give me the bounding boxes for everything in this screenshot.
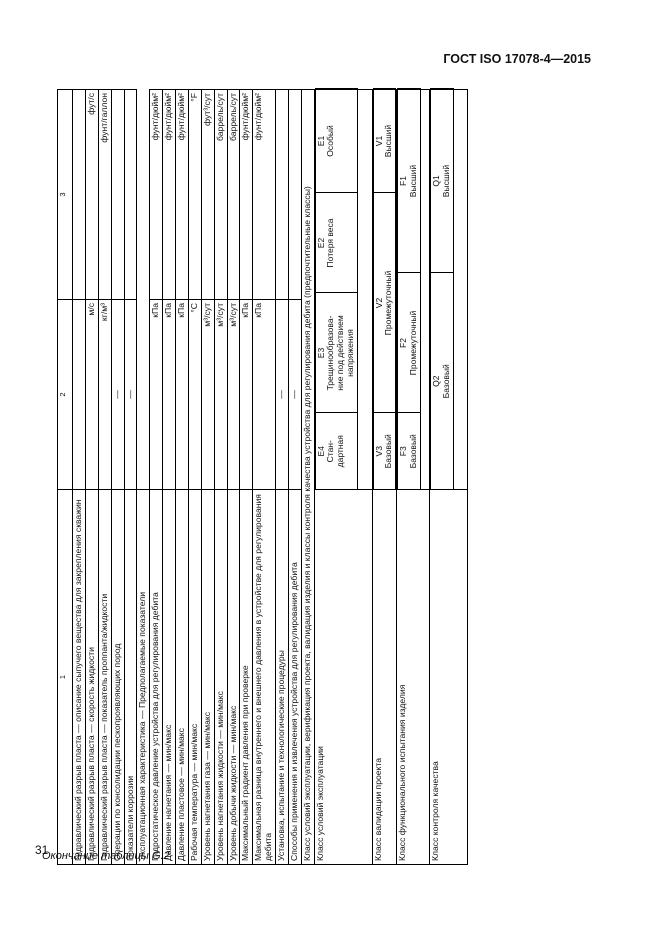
class-code: F2 bbox=[398, 338, 409, 348]
class-code: Q1 bbox=[431, 175, 442, 187]
us-unit bbox=[288, 90, 301, 300]
functional-class-f2 bbox=[398, 273, 421, 413]
table-row bbox=[276, 90, 289, 865]
service-class-label: Класс условий эксплуатации bbox=[314, 490, 372, 865]
si-unit: — bbox=[124, 300, 137, 490]
class-code: Q2 bbox=[431, 375, 442, 387]
si-unit: — bbox=[288, 300, 301, 490]
class-name: Базовый bbox=[407, 434, 418, 469]
row-label: Давление нагнетания — мин/макс bbox=[163, 490, 176, 865]
table-row bbox=[73, 90, 86, 865]
class-name: Базовый bbox=[440, 364, 451, 399]
si-unit: — bbox=[276, 300, 289, 490]
table-row bbox=[214, 90, 227, 865]
quality-class-row bbox=[430, 90, 468, 865]
class-name: Стан- дартная bbox=[325, 435, 346, 468]
col-header-3: 3 bbox=[58, 90, 73, 300]
class-name: Высший bbox=[383, 124, 394, 158]
class-code: F3 bbox=[398, 446, 409, 457]
design-class-cell bbox=[372, 90, 397, 490]
class-name: Высший bbox=[440, 164, 451, 198]
functional-class-label: Класс функционального испытания изделия bbox=[397, 490, 430, 865]
us-unit: фут³/сут bbox=[201, 90, 214, 300]
table-row bbox=[163, 90, 176, 865]
us-unit: фунт/дюйм² bbox=[150, 90, 163, 300]
us-unit bbox=[111, 90, 124, 300]
design-class-row bbox=[372, 90, 397, 865]
table-row bbox=[124, 90, 137, 865]
table-row bbox=[227, 90, 240, 865]
table-row bbox=[288, 90, 301, 865]
service-class-e3 bbox=[315, 293, 357, 413]
table-row bbox=[240, 90, 253, 865]
si-unit: кг/м³ bbox=[98, 300, 111, 490]
class-code: F1 bbox=[398, 176, 409, 186]
design-class-label: Класс валидации проекта bbox=[372, 490, 397, 865]
row-label: Показатели коррозии bbox=[124, 490, 137, 865]
table-header-row bbox=[58, 90, 73, 865]
si-unit: кПа bbox=[240, 300, 253, 490]
class-code: V2 bbox=[373, 297, 384, 309]
row-label: Эксплуатационная характеристика — Предполагаемые показатели bbox=[137, 490, 150, 865]
class-name: Трещинообразова- ние под действием напряжения bbox=[325, 315, 355, 391]
si-unit: кПа bbox=[253, 300, 276, 490]
class-code: E1 bbox=[315, 135, 326, 147]
si-unit: м/с bbox=[85, 300, 98, 490]
table-row bbox=[201, 90, 214, 865]
class-code: V1 bbox=[373, 135, 384, 147]
us-unit: фут/с bbox=[85, 90, 98, 300]
col-header-2: 2 bbox=[58, 300, 73, 490]
service-class-grid bbox=[315, 89, 358, 490]
si-unit bbox=[137, 300, 150, 490]
row-label: Гидростатическое давление устройства для регулирования дебита bbox=[150, 490, 163, 865]
us-unit: фунт/дюйм² bbox=[253, 90, 276, 300]
document-header: ГОСТ ISO 17078-4—2015 bbox=[443, 52, 591, 66]
design-class-v3 bbox=[373, 413, 396, 489]
row-label: Операции по консолидации пескопроявляющих пород bbox=[111, 490, 124, 865]
class-name: Особый bbox=[325, 125, 336, 157]
si-unit: — bbox=[111, 300, 124, 490]
rotated-table bbox=[57, 90, 592, 865]
table-row bbox=[150, 90, 163, 865]
page-number: 31 bbox=[35, 843, 49, 857]
service-class-cell bbox=[314, 90, 372, 490]
quality-class-label: Класс контроля качества bbox=[430, 490, 468, 865]
row-label: Максимальный градиент давления при проверке bbox=[240, 490, 253, 865]
table-row bbox=[98, 90, 111, 865]
us-unit: баррель/сут bbox=[227, 90, 240, 300]
table-area bbox=[57, 90, 592, 865]
design-class-v1 bbox=[373, 89, 396, 193]
quality-class-cell bbox=[430, 90, 468, 490]
row-label: Уровень добычи жидкости — мин/макс bbox=[227, 490, 240, 865]
us-unit: баррель/сут bbox=[214, 90, 227, 300]
class-code: E2 bbox=[315, 237, 326, 249]
row-label: Установка, испытание и технологические процедуры bbox=[276, 490, 289, 865]
service-class-e4 bbox=[315, 413, 357, 489]
functional-class-grid bbox=[397, 89, 421, 490]
row-label: Гидравлический разрыв пласта — скорость жидкости bbox=[85, 490, 98, 865]
design-class-v2 bbox=[373, 193, 396, 413]
quality-class-q2 bbox=[431, 273, 454, 489]
service-class-row bbox=[314, 90, 372, 865]
class-span-row bbox=[301, 90, 314, 865]
service-class-e1 bbox=[315, 89, 357, 193]
table-g2 bbox=[57, 89, 468, 865]
us-unit: фунт/галлон bbox=[98, 90, 111, 300]
functional-class-f1 bbox=[398, 89, 421, 273]
row-label: Уровень нагнетания газа — мин/макс bbox=[201, 490, 214, 865]
table-row bbox=[253, 90, 276, 865]
quality-class-grid bbox=[430, 89, 454, 490]
functional-class-f3 bbox=[398, 413, 421, 489]
class-code: V3 bbox=[373, 446, 384, 457]
si-unit: м³/сут bbox=[227, 300, 240, 490]
row-label: Гидравлический разрыв пласта — показатель проппанта/жидкости bbox=[98, 490, 111, 865]
class-name: Промежуточный bbox=[407, 310, 418, 376]
class-name: Высший bbox=[407, 164, 418, 198]
class-name: Потеря веса bbox=[325, 218, 336, 268]
functional-class-row bbox=[397, 90, 430, 865]
us-unit: °F bbox=[188, 90, 201, 300]
us-unit bbox=[276, 90, 289, 300]
table-caption: Окончание таблицы G.2 bbox=[42, 850, 170, 862]
functional-class-cell bbox=[397, 90, 430, 490]
us-unit bbox=[124, 90, 137, 300]
class-name: Базовый bbox=[383, 434, 394, 469]
quality-class-q1 bbox=[431, 89, 454, 273]
class-name: Промежуточный bbox=[383, 270, 394, 336]
design-class-grid bbox=[373, 89, 397, 490]
us-unit bbox=[73, 90, 86, 300]
si-unit: м³/сут bbox=[201, 300, 214, 490]
si-unit: кПа bbox=[163, 300, 176, 490]
si-unit: °C bbox=[188, 300, 201, 490]
us-unit bbox=[137, 90, 150, 300]
table-row bbox=[188, 90, 201, 865]
si-unit: кПа bbox=[176, 300, 189, 490]
class-code: E4 bbox=[315, 446, 326, 457]
si-unit: м³/сут bbox=[214, 300, 227, 490]
service-class-e2 bbox=[315, 193, 357, 293]
row-label: Гидравлический разрыв пласта — описание сыпучего вещества для закрепления скважин bbox=[73, 490, 86, 865]
si-unit: кПа bbox=[150, 300, 163, 490]
row-label: Способы применения и извлечения устройства для регулирования дебита bbox=[288, 490, 301, 865]
us-unit: фунт/дюйм² bbox=[176, 90, 189, 300]
us-unit: фунт/дюйм² bbox=[240, 90, 253, 300]
table-row bbox=[176, 90, 189, 865]
class-span-text: Класс условий эксплуатации, верификация проекта, валидация изделия и классы контроля качества устройства для регулирования дебита (предпочтительные классы) bbox=[301, 90, 314, 865]
row-label: Максимальная разница внутреннего и внешнего давления в устройстве для регулирования дебита bbox=[253, 490, 276, 865]
us-unit: фунт/дюйм² bbox=[163, 90, 176, 300]
row-label: Давление пластовое — мин/макс bbox=[176, 490, 189, 865]
table-row bbox=[111, 90, 124, 865]
si-unit bbox=[73, 300, 86, 490]
row-label: Уровень нагнетания жидкости — мин/макс bbox=[214, 490, 227, 865]
table-row bbox=[85, 90, 98, 865]
row-label: Рабочая температура — мин/макс bbox=[188, 490, 201, 865]
col-header-1: 1 bbox=[58, 490, 73, 865]
class-code: E3 bbox=[315, 347, 326, 359]
table-row bbox=[137, 90, 150, 865]
